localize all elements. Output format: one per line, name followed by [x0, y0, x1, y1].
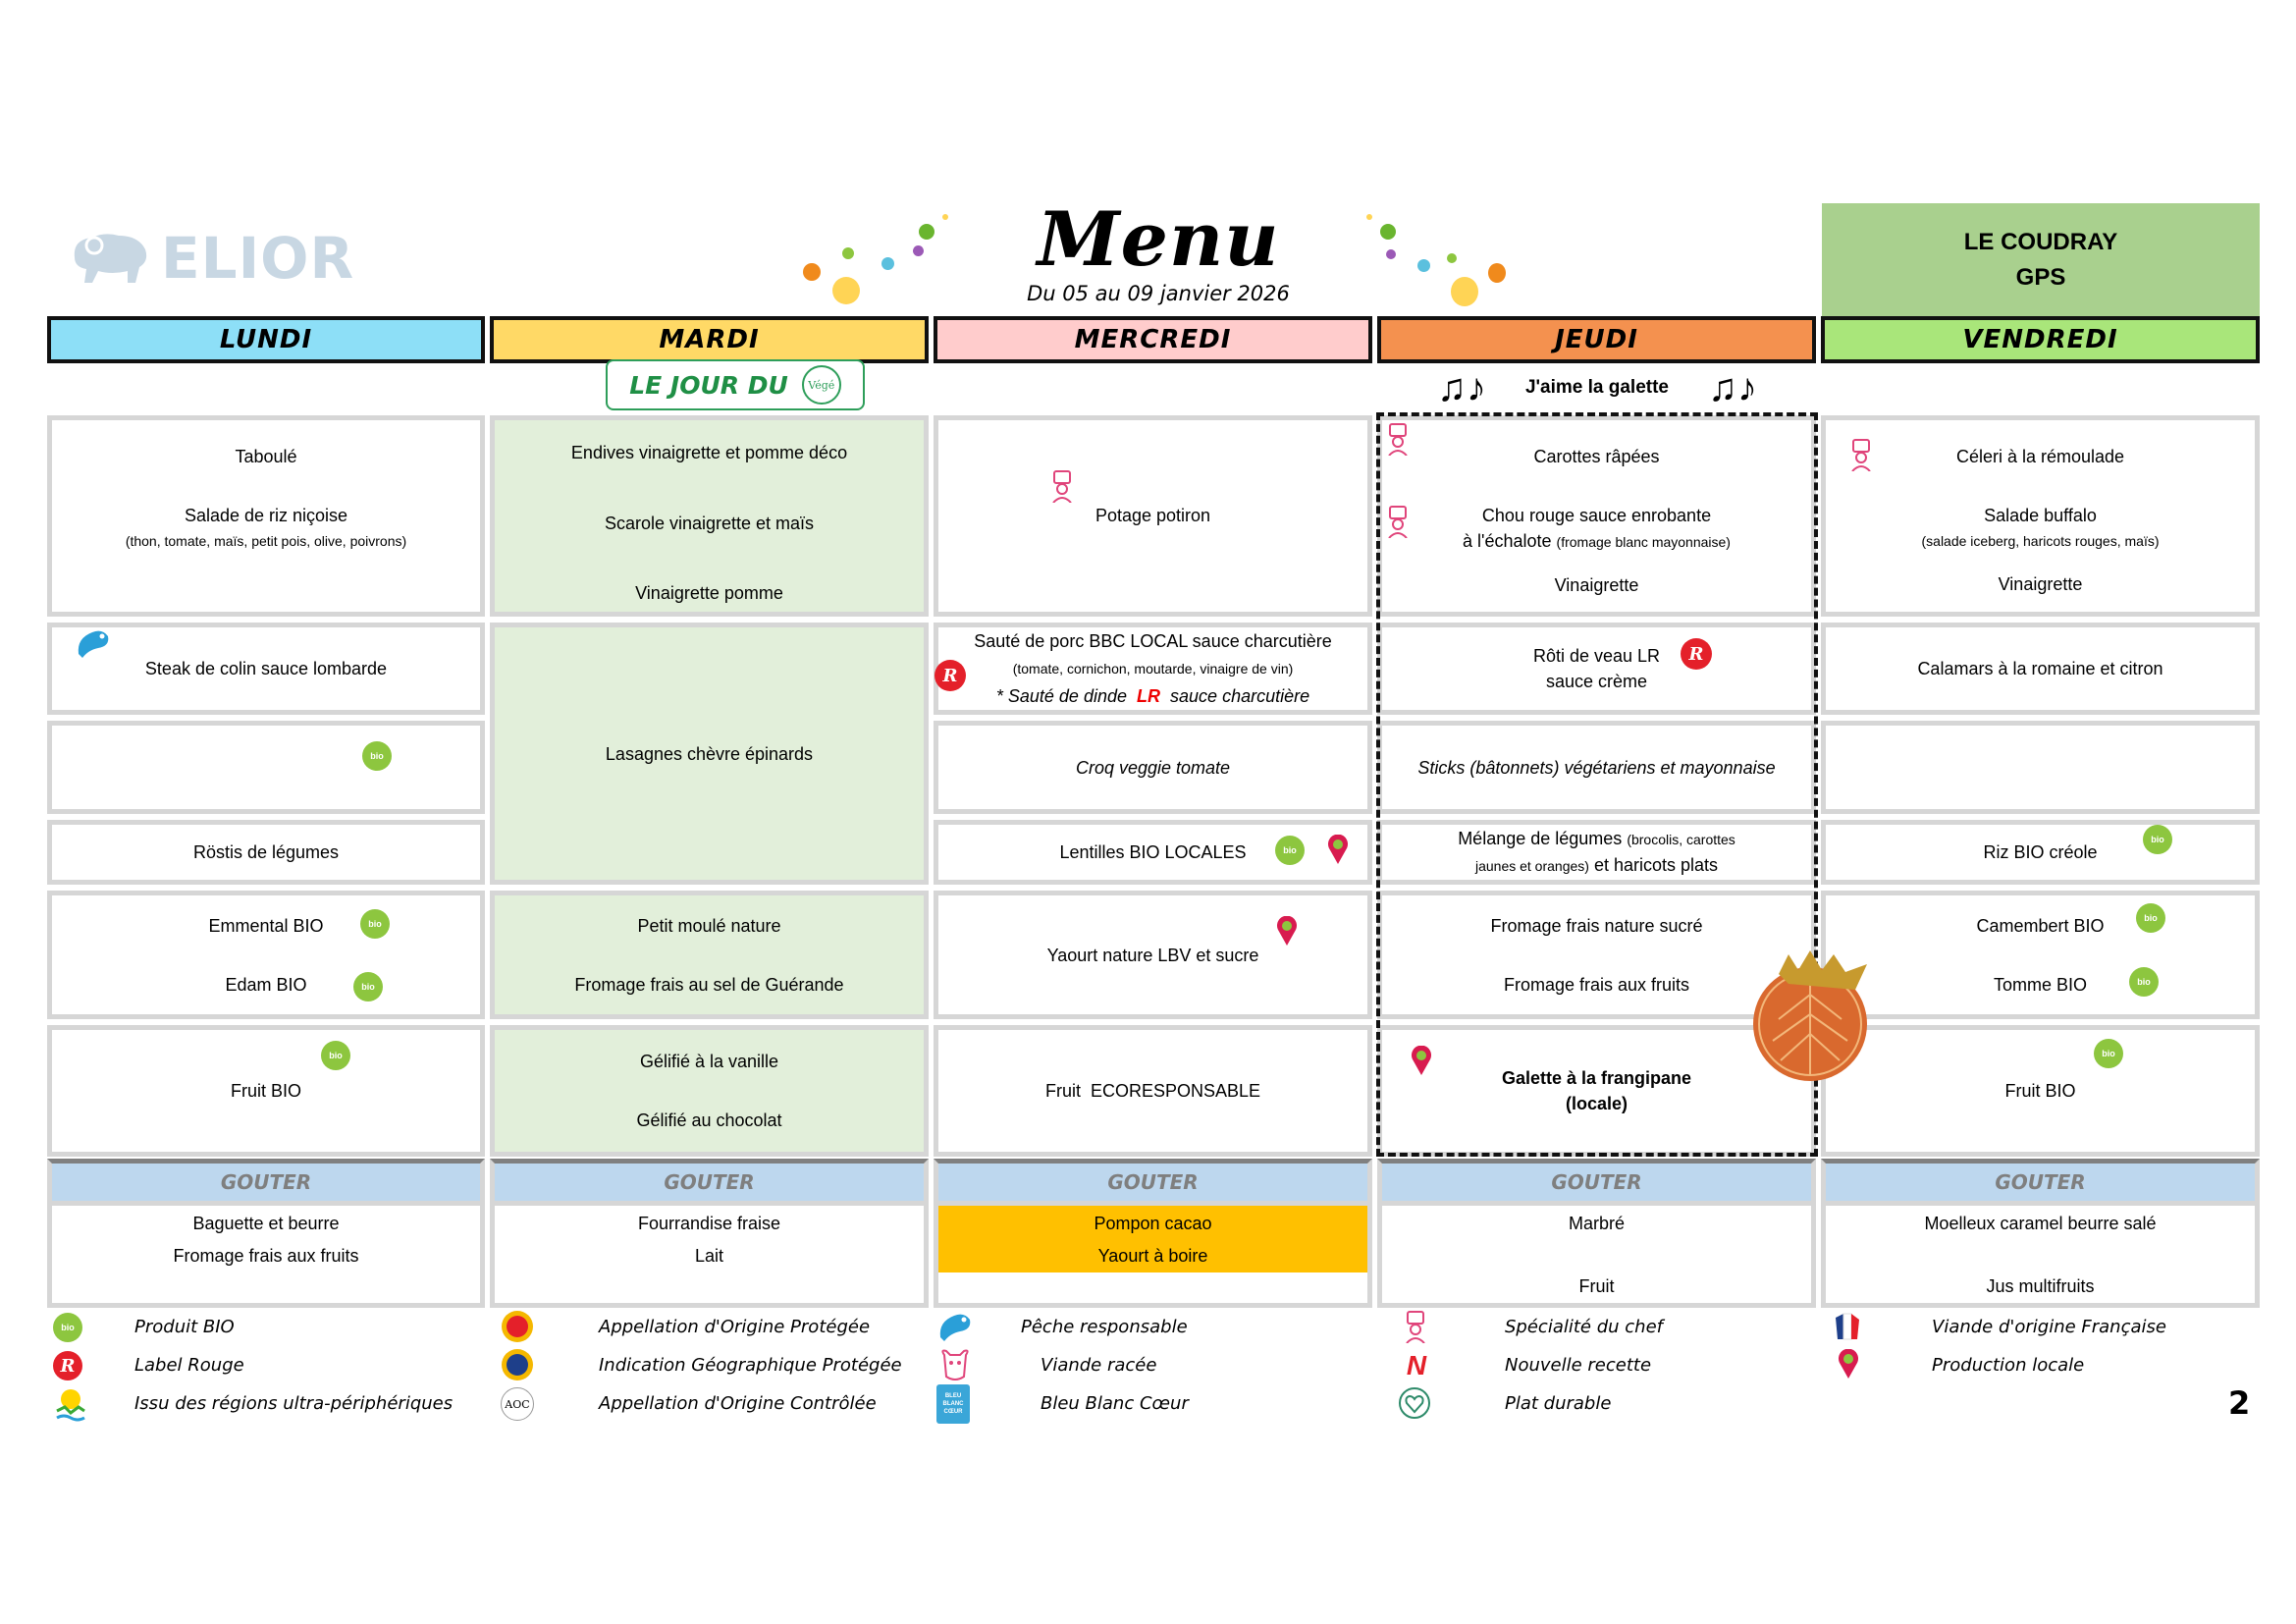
mercredi-dairy	[934, 891, 1372, 1019]
legend-igp-icon	[501, 1348, 534, 1381]
legend-bio-icon: bio	[53, 1313, 82, 1342]
dish: Fromage frais aux fruits	[1503, 974, 1690, 995]
gouter-header-mardi: GOUTER	[490, 1159, 929, 1206]
legend-chef-icon	[1404, 1310, 1427, 1343]
dish-detail: (tomate, cornichon, moutarde, vinaigre de vin)	[1012, 661, 1294, 677]
gouter-item: Yaourt à boire	[938, 1240, 1367, 1272]
legend-label: Viande d'origine Française	[1932, 1317, 2166, 1337]
jeudi-starters	[1377, 415, 1816, 617]
dish: (locale)	[1565, 1094, 1629, 1113]
chef-icon	[1849, 438, 1873, 471]
lundi-side	[47, 820, 485, 885]
dish: Carottes râpées	[1533, 447, 1660, 466]
music-notes-icon: ♫♪	[1436, 366, 1486, 409]
gouter-item: Fourrandise fraise	[637, 1214, 781, 1233]
jour-du-vege-banner	[606, 359, 865, 410]
dish: Lasagnes chèvre épinards	[605, 743, 814, 764]
chef-icon	[1050, 469, 1074, 503]
label-rouge-icon: R	[1681, 638, 1712, 670]
bio-icon: bio	[2143, 825, 2172, 854]
bio-icon: bio	[353, 972, 383, 1001]
site-code: GPS	[2015, 264, 2066, 291]
gouter-header-vendredi: GOUTER	[1821, 1159, 2260, 1206]
dish: Gélifié au chocolat	[636, 1110, 782, 1130]
galette-banner	[1378, 363, 1816, 412]
gouter-item: Baguette et beurre	[192, 1214, 340, 1233]
mercredi-dessert	[934, 1025, 1372, 1157]
gouter-item: Marbré	[1568, 1214, 1625, 1233]
dish: à l'échalote (fromage blanc mayonnaise)	[1463, 531, 1731, 551]
mercredi-main	[934, 623, 1372, 715]
dish: Fruit BIO	[230, 1081, 301, 1101]
lundi-main	[47, 623, 485, 715]
mardi-starters	[490, 415, 929, 617]
legend-label: Appellation d'Origine Protégée	[599, 1317, 871, 1337]
bio-icon: bio	[1275, 836, 1305, 865]
legend-bleu-blanc-coeur-icon: BLEU BLANC CŒUR	[936, 1384, 970, 1424]
gouter-item: Fromage frais aux fruits	[173, 1246, 359, 1266]
dish: Fromage frais au sel de Guérande	[574, 974, 844, 995]
dish: Vinaigrette	[1554, 575, 1639, 595]
legend-label: Viande racée	[1041, 1355, 1157, 1376]
date-range: Du 05 au 09 janvier 2026	[1027, 282, 1290, 305]
jeudi-side	[1377, 820, 1816, 885]
mercredi-side	[934, 820, 1372, 885]
gouter-item: Jus multifruits	[1986, 1276, 2095, 1296]
day-header-jeudi: JEUDI	[1377, 316, 1816, 363]
site-name-box	[1822, 203, 2260, 317]
gouter-vendredi	[1821, 1206, 2260, 1308]
bio-icon: bio	[2136, 903, 2165, 933]
mardi-main	[490, 623, 929, 885]
dish: Tomme BIO	[1993, 974, 2088, 995]
legend-label: Indication Géographique Protégée	[599, 1355, 902, 1376]
legend-new-recipe-icon: N	[1406, 1350, 1427, 1380]
mercredi-alt	[934, 721, 1372, 814]
dish: Chou rouge sauce enrobante	[1481, 506, 1712, 525]
bio-icon: bio	[362, 741, 392, 771]
lr-text: LR	[1137, 686, 1161, 706]
gouter-item: Pompon cacao	[938, 1206, 1367, 1240]
dish: Scarole vinaigrette et maïs	[604, 513, 815, 533]
dish: Steak de colin sauce lombarde	[144, 659, 388, 678]
legend-label: Spécialité du chef	[1505, 1317, 1663, 1337]
mardi-dessert	[490, 1025, 929, 1157]
label-rouge-icon: R	[934, 660, 966, 691]
dish: Salade de riz niçoise	[184, 506, 348, 525]
vendredi-alt	[1821, 721, 2260, 814]
dish-detail: (salade iceberg, haricots rouges, maïs)	[1921, 533, 2160, 549]
dish: Galette à la frangipane	[1501, 1068, 1692, 1088]
legend-fish-icon	[934, 1308, 974, 1343]
vendredi-dairy	[1821, 891, 2260, 1019]
dish: Edam BIO	[225, 974, 307, 995]
dish: Yaourt nature LBV et sucre	[1046, 945, 1259, 965]
bio-icon: bio	[2094, 1039, 2123, 1068]
legend-label: Produit BIO	[134, 1317, 235, 1337]
vendredi-side	[1821, 820, 2260, 885]
legend-label: Appellation d'Origine Contrôlée	[599, 1393, 877, 1414]
gouter-item: Lait	[694, 1246, 724, 1266]
local-production-icon	[1411, 1046, 1432, 1075]
legend-rup-icon	[55, 1387, 86, 1423]
fish-icon	[73, 624, 112, 660]
galette-banner-text: J'aime la galette	[1524, 377, 1670, 398]
music-notes-icon: ♫♪	[1708, 366, 1758, 409]
dish: Fromage frais nature sucré	[1490, 915, 1703, 936]
chef-icon	[1386, 422, 1410, 456]
dish-detail: (thon, tomate, maïs, petit pois, olive, poivrons)	[125, 533, 407, 549]
dish: Fruit ECORESPONSABLE	[1044, 1081, 1261, 1101]
legend-label-rouge-icon: R	[53, 1351, 82, 1380]
buffalo-logo-icon	[65, 228, 153, 289]
gouter-item: Fruit	[1578, 1276, 1615, 1296]
menu-title-block	[982, 195, 1335, 305]
legend-france-icon	[1832, 1310, 1863, 1343]
day-header-vendredi: VENDREDI	[1821, 316, 2260, 363]
site-name: LE COUDRAY	[1963, 229, 2118, 255]
dish: sauce crème	[1545, 672, 1648, 691]
jeudi-main	[1377, 623, 1816, 715]
legend-label: Bleu Blanc Cœur	[1041, 1393, 1189, 1414]
lundi-dessert	[47, 1025, 485, 1157]
local-production-icon	[1276, 916, 1298, 946]
legend-label: Production locale	[1932, 1355, 2085, 1376]
dish: Lentilles BIO LOCALES	[1059, 842, 1247, 862]
dish: Endives vinaigrette et pomme déco	[570, 443, 848, 462]
gouter-lundi	[47, 1206, 485, 1308]
local-production-icon	[1327, 835, 1349, 864]
legend-label: Label Rouge	[134, 1355, 244, 1376]
legend-aop-icon	[501, 1310, 534, 1343]
dish: Fruit BIO	[2004, 1081, 2076, 1101]
page-number: 2	[2228, 1384, 2251, 1422]
page-title: Menu	[1037, 195, 1280, 283]
legend-label: Plat durable	[1505, 1393, 1612, 1414]
bio-icon: bio	[321, 1041, 350, 1070]
mardi-dairy	[490, 891, 929, 1019]
lundi-dairy	[47, 891, 485, 1019]
lundi-alt	[47, 721, 485, 814]
mercredi-starters	[934, 415, 1372, 617]
dish: Calamars à la romaine et citron	[1917, 659, 2163, 678]
dish: Riz BIO créole	[1983, 842, 2098, 862]
bio-icon: bio	[360, 909, 390, 939]
legend-label: Pêche responsable	[1021, 1317, 1188, 1337]
dish: Petit moulé nature	[637, 915, 781, 936]
day-header-lundi: LUNDI	[47, 316, 485, 363]
legend-cow-icon	[938, 1347, 972, 1382]
gouter-jeudi	[1377, 1206, 1816, 1308]
dish: Röstis de légumes	[192, 842, 340, 862]
chef-icon	[1386, 505, 1410, 538]
dish: Potage potiron	[1095, 506, 1211, 525]
dish: Sticks (bâtonnets) végétariens et mayonnaise	[1417, 757, 1776, 778]
vendredi-starters	[1821, 415, 2260, 617]
vendredi-dessert	[1821, 1025, 2260, 1157]
dish: Taboulé	[235, 447, 297, 466]
dish-alternative: * Sauté de dinde LR sauce charcutière	[995, 686, 1310, 706]
legend-local-production-icon	[1838, 1349, 1859, 1379]
dish: Croq veggie tomate	[1075, 757, 1231, 778]
legend-sustainable-dish-icon	[1398, 1386, 1431, 1420]
jeudi-alt	[1377, 721, 1816, 814]
vege-seal-icon: Végé	[802, 365, 841, 405]
dish: Céleri à la rémoulade	[1955, 447, 2125, 466]
gouter-header-lundi: GOUTER	[47, 1159, 485, 1206]
gouter-header-jeudi: GOUTER	[1377, 1159, 1816, 1206]
gouter-mardi	[490, 1206, 929, 1308]
gouter-mercredi	[934, 1206, 1372, 1308]
dish: Salade buffalo	[1984, 506, 2097, 525]
dish: jaunes et oranges) et haricots plats	[1474, 855, 1719, 875]
day-header-mercredi: MERCREDI	[934, 316, 1372, 363]
gouter-header-mercredi: GOUTER	[934, 1159, 1372, 1206]
lundi-starters	[47, 415, 485, 617]
legend-label: Issu des régions ultra-périphériques	[134, 1393, 454, 1414]
bio-icon: bio	[2129, 967, 2159, 997]
dish: Camembert BIO	[1976, 915, 2105, 936]
dish: Mélange de légumes (brocolis, carottes	[1458, 829, 1735, 848]
dish: Emmental BIO	[208, 915, 324, 936]
legend-label: Nouvelle recette	[1505, 1355, 1652, 1376]
dish: Gélifié à la vanille	[639, 1052, 779, 1071]
vege-banner-text: LE JOUR DU	[629, 370, 788, 400]
logo-text: ELIOR	[161, 225, 355, 292]
dish: Vinaigrette pomme	[635, 583, 783, 603]
gouter-item: Moelleux caramel beurre salé	[1924, 1214, 2157, 1233]
galette-des-rois-icon	[1749, 950, 1877, 1083]
legend-aoc-icon: AOC	[501, 1387, 534, 1421]
dish: Rôti de veau LR	[1532, 646, 1661, 666]
elior-logo	[65, 224, 359, 293]
day-header-mardi: MARDI	[490, 316, 929, 363]
dish: Vinaigrette	[1998, 574, 2083, 594]
vendredi-main	[1821, 623, 2260, 715]
dish: Sauté de porc BBC LOCAL sauce charcutière	[974, 631, 1332, 651]
